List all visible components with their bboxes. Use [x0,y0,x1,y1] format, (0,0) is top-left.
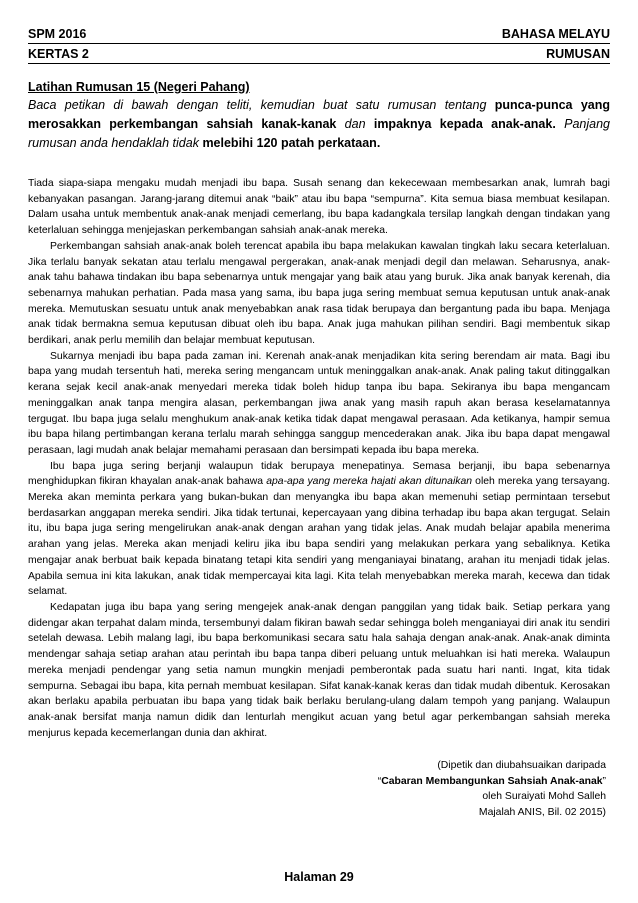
paragraph-4-italic: apa-apa yang mereka hajati akan ditunaikan [266,476,473,488]
source-line-1: (Dipetik dan diubahsuaikan daripada [437,760,606,771]
exam-year: SPM 2016 [28,27,87,41]
instr-part-b: punca-punca yang merosakkan perkembangan sahsiah kanak-kanak [28,98,610,131]
section-name: RUMUSAN [546,47,610,61]
header-divider-2 [28,63,610,64]
paragraph-5: Kedapatan juga ibu bapa yang sering mengejek anak-anak dengan panggilan yang tidak baik. Setiap perkara yang didengar akan terpahat dalam minda, tersembunyi dalam fikiran bawah sedar sehingga boleh menganiayai diri anak itu sendiri setelah dewasa. Lebih malang lagi, ibu bapa berkomunikasi secara satu hala sahaja dengan anak-anak. Anak-anak diminta mendengar sahaja setiap arahan atau perintah ibu bapa tanpa diberi peluang untuk meluahkan isi hati mereka. Walaupun mereka menjadi pendengar yang setia namun mungkin menjadi pemberontak pada suatu hari nanti. Ingat, kita tidak sempurna. Sebagai ibu bapa, kita pernah membuat kesilapan. Sifat kanak-kanak keras dan tidak mudah dibentuk. Kerosakan akan berlaku apabila perbuatan ibu bapa yang tidak baik berlaku berulang-ulang dalam tempoh yang panjang. Walaupun anak-anak bersifat manja namun didik dan lenturlah mengikut acuan yang betul agar perkembangan sahsiah mereka menjurus kepada kecemerlangan dunia dan akhirat. [28,601,610,739]
source-citation [378,758,606,821]
instr-part-d: impaknya kepada anak-anak. [373,117,556,131]
header-row-2 [28,47,610,63]
paragraph-4-part-c: oleh mereka yang tersayang. Mereka akan meminta perkara yang bukan-bukan dan menyangka ibu bapa akan memenuhi setiap permintaan tersebut berdasarkan anggapan mereka sendiri. Jika tidak tertunai, kepercayaan yang dibina terhadap ibu bapa akan tergugat. Selain itu, ibu bapa juga sering mengelirukan anak-anak dengan arahan yang tidak jelas. Anak mudah belajar apabila menerima arahan yang jelas. Mereka akan menjadi keliru jika ibu bapa sendiri yang melakukan perkara yang sebaliknya. Ketika mengajar anak berbuat baik kepada binatang tetapi kita sendiri yang menganiayai binatang, arahan itu menjadi tidak jelas. Apabila semua ini kita lakukan, anak tidak mempercayai kita lagi. Kita telah menyebabkan mereka marah, kecewa dan tidak selamat. [28,476,610,598]
source-author: oleh Suraiyati Mohd Salleh [482,791,606,803]
passage [28,176,610,741]
subject-name: BAHASA MELAYU [501,27,610,41]
source-title-line [378,774,606,790]
paragraph-3: Sukarnya menjadi ibu bapa pada zaman ini. Kerenah anak-anak menjadikan kita sering berendam air mata. Bagi ibu bapa yang mudah tersentuh hati, mereka sering mengancam untuk meninggalkan anak-anak. Anak paling takut ditinggalkan kerana sejak kecil anak-anak menyedari mereka tidak boleh hidup tanpa ibu bapa. Sekiranya ibu bapa mengancam meninggalkan anak tanpa mengira alasan, perkembangan jiwa anak yang masih rapuh akan berasa keselamatannya tergugat. Ibu bapa juga selalu menghukum anak-anak ketika tidak dapat mengawal perasaan. Ada ketikanya, hampir semua ibu bapa hilang pertimbangan kerana terlalu marah sehingga sanggup mencederakan anak. Jika ibu bapa dapat mengawal perasaan, lagi mudah anak belajar memahami perasaan dan bersimpati kepada ibu bapa mereka. [28,350,610,456]
source-open-quote: “ [377,775,382,787]
paragraph-4-part-a: Ibu bapa juga sering berjanji walaupun tidak berupaya menepatinya. Semasa berjanji, ibu bapa sebenarnya menghidupkan fikiran khayalan anak-anak bahawa [28,460,610,488]
header-divider-1 [28,43,610,44]
page-number: Halaman 29 [284,870,354,884]
instr-part-c: dan [336,117,374,131]
instr-part-e: Panjang rumusan anda hendaklah tidak [28,117,610,150]
source-publication: Majalah ANIS, Bil. 02 2015) [478,807,606,819]
instr-part-f: melebihi 120 patah perkataan. [202,136,381,150]
paragraph-4 [28,459,610,600]
instr-part-a: Baca petikan di bawah dengan teliti, kemudian buat satu rumusan tentang [28,98,495,112]
header-row-1 [28,27,610,43]
paragraph-2: Perkembangan sahsiah anak-anak boleh terencat apabila ibu bapa melakukan kawalan tingkah laku secara keterlaluan. Jika terlalu banyak sekatan atau terlalu mengawal pergerakan, anak-anak menjadi degil dan melawan. Seharusnya, anak-anak tahu bahawa tindakan ibu bapa sebenarnya untuk mengajar yang baik atau yang buruk. Jika anak banyak kerenah, dia sebenarnya mahukan perhatian. Pada masa yang sama, ibu bapa juga sering membuat semua keputusan untuk anak-anak mereka. Memutuskan sesuatu untuk anak menyebabkan anak rasa tidak berupaya dan bergantung pada ibu bapa. Menjaga anak tidak bermakna semua keputusan dibuat oleh ibu bapa. Anak juga mahukan pilihan sendiri. Bagi membentuk sikap berdikari, anak perlu memilih dan belajar membuat keputusan. [28,240,610,347]
paper-number: KERTAS 2 [28,47,89,61]
source-title: Cabaran Membangunkan Sahsiah Anak-anak [381,775,603,787]
exercise-instructions [28,96,610,153]
paragraph-1: Tiada siapa-siapa mengaku mudah menjadi ibu bapa. Susah senang dan kekecewaan membesarkan anak, lumrah bagi kebanyakan pasangan. Jarang-jarang ditemui anak “baik” atau ibu bapa “sempurna”. Kita semua biasa membuat kesilapan. Dalam usaha untuk membentuk anak-anak menjadi cemerlang, ibu bapa kadangkala tersilap langkah dengan tindakan yang keterlaluan sehingga menjejaskan perkembangan sahsiah anak-anak mereka. [28,178,610,237]
exercise-title: Latihan Rumusan 15 (Negeri Pahang) [28,80,250,94]
source-close-quote: ” [602,775,606,787]
